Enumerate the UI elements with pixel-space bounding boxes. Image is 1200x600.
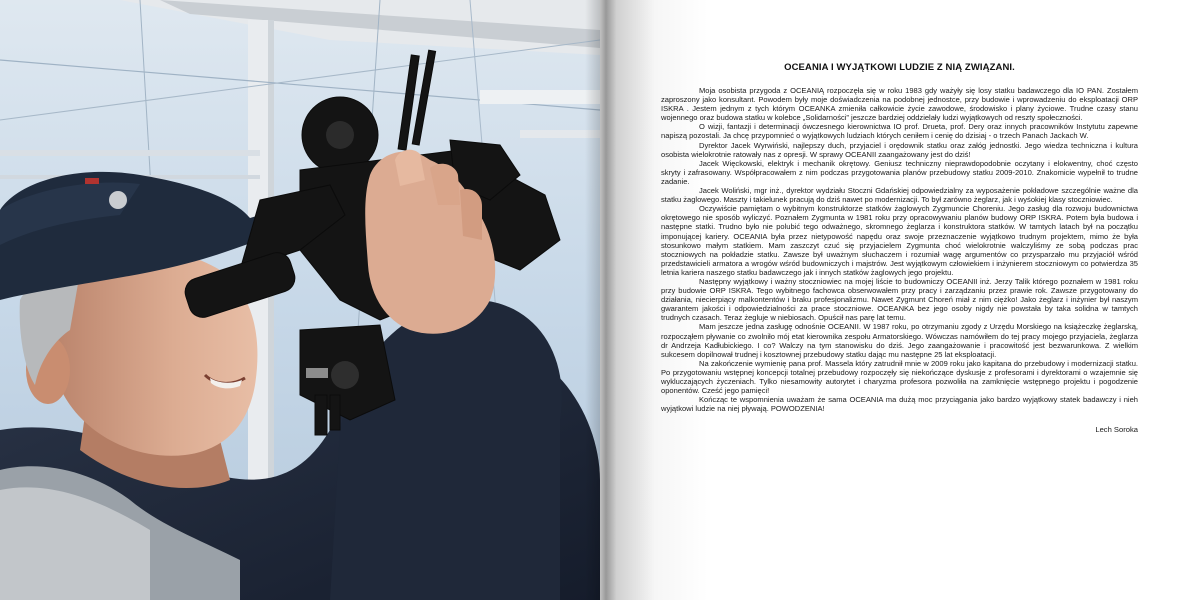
paragraph: Na zakończenie wymienię pana prof. Massela który zatrudnił mnie w 2009 roku jako kapitana do przebudowy i modernizacji statku. Po przygotowaniu wstępnej koncepcji totalnej przebudowy rozpoczęły się niekończące dyskusje z profesorami i dyrektorami o wzajemnie się wykluczających życzeniach. Tylko niesamowity autorytet i charyzma profesora pozwoliła na zamknięcie wstępnego projektu i pogodzenie oponentów. Cześć jego pamięci! (661, 358, 1138, 396)
paragraph: Oczywiście pamiętam o wybitnym konstruktorze statków żaglowych Zygmuncie Choreniu. Jego zasług dla rozwoju budownictwa okrętowego nie sposób wyliczyć. Poznałem Zygmunta w 1981 roku przy opracowywaniu planów budowy ORP ISKRA. Potem była budowa i następne statki. Trudno było nie polubić tego odważnego, skromnego żeglarza i konstruktora statków. W tamtych latach był na początku imponującej kariery. OCEANIA była przez nietypowość napędu oraz swoje przeznaczenie wyjątkowo trudnym projektem, mimo że była stosunkowo małym statkiem. Mam zaszczyt czuć się przyjacielem Zygmunta choć wielokrotnie walczyliśmy ze sobą podczas prac stoczniowych na pokładzie statku. Zawsze był uważnym słuchaczem i rozumiał wagę argumentów co przysparzało mu przyjaciół wśród przedstawicieli armatora a wrogów wśród budowniczych i majstrów. Jest wyjątkowym człowiekiem i inżynierem stoczniowym co potwierdza 35 letnia kariera naszego statku badawczego jak i innych statków żaglowych jego projektu. (661, 204, 1138, 277)
signature: Lech Soroka (1095, 425, 1138, 435)
paragraph: Kończąc te wspomnienia uważam że sama OCEANIA ma dużą moc przyciągania jako bardzo wyjątkowy statek badawczy i nieh wyjątkowi ludzie na niej pływają. POWODZENIA! (661, 395, 1138, 414)
paragraph: O wizji, fantazji i determinacji ówczesnego kierownictwa IO prof. Drueta, prof. Dery oraz innych pracowników Instytutu zapewne napiszą pozostali. Ja chcę przypomnieć o wyjątkowych ludziach których ceniłem i cenię do dzisiaj - o trzech Panach Jackach W. (661, 122, 1138, 141)
paragraph: Mam jeszcze jedna zasługę odnośnie OCEANII. W 1987 roku, po otrzymaniu zgody z Urzędu Morskiego na książeczkę żeglarską, rozpocząłem pływanie co zwolniło mój etat kierownika zespołu Armatorskiego. Wówczas namówiłem do tej pracy mojego przyjaciela, żeglarza dr Andrzeja Kadłubickiego. I co? Walczy na tym stanowisku do dziś. Jego zaangażowanie i pracowitość jest bezwarunkowa. Z wielkim sukcesem dopilnował trudnej i kosztownej przebudowy statku dając mu następne 25 lat eksploatacji. (661, 322, 1138, 359)
paragraph: Dyrektor Jacek Wyrwiński, najlepszy duch, przyjaciel i orędownik statku oraz załóg jednostki. Jego wiedza techniczna i kultura osobista wielokrotnie ratowały nas z opresji. W sprawy OCEANII zaangażowany jest do dziś! (661, 140, 1138, 159)
article-title: OCEANIA I WYJĄTKOWI LUDZIE Z NIĄ ZWIĄZANI. (784, 62, 1015, 73)
paragraph: Następny wyjątkowy i ważny stoczniowiec na mojej liście to budowniczy OCEANII inż. Jerzy Talik którego poznałem w 1981 roku przy budowie ORP ISKRA. Tego wybitnego fachowca obserwowałem przy pracy i zarządzaniu przez prawie rok. Zawsze przygotowany do działania, niecierpiący malkontentów i braku profesjonalizmu. Nawet Zygmunt Choreń miał z nim ciężko! Jako żeglarz i inżynier był naszym gwarantem jakości i odpowiedzialności za prace stoczniowe. OCEANKA bez jego osoby nigdy nie powstała by taka solidna w tamtych trudnych czasach. Teraz żegluje w niebiosach. Opuścił nas parę lat temu. (661, 276, 1138, 323)
paragraph: Jacek Woliński, mgr inż., dyrektor wydziału Stoczni Gdańskiej odpowiedzialny za wyposażenie pokładowe szczególnie ważne dla statku żaglowego. Maszty i takielunek pracują do dziś nawet po modernizacji. To był zarówno żeglarz, jak i wyśokiej klasy stoczniowiec. (661, 186, 1138, 205)
paragraph: Jacek Więckowski, elektryk i mechanik okrętowy. Geniusz techniczny nieprawdopodobnie oczytany i elokwentny, choć często skryty i zafrasowany. Współpracowałem z nim podczas przygotowania planów przebudowy statku 2009-2010. Znakomicie wypełnił to trudne zadanie. (661, 158, 1138, 186)
text-page (600, 0, 1200, 600)
article-body (661, 86, 1138, 413)
paragraph: Moja osobista przygoda z OCEANIĄ rozpoczęła się w roku 1983 gdy ważyły się losy statku badawczego dla IO PAN. Zostałem zaproszony jako konsultant. Powodem były moje doświadczenia na podobnej jednostce, przy budowie i wprowadzeniu do eksploatacji ORP ISKRA . Jestem jednym z tych którym OCEANKA zmieniła całkowicie życie zawodowe, środowisko i plany życiowe. Trudne czasy stanu wojennego oraz budowa statku w kolebce „Solidarności” jeszcze bardziej oddzielały ludzi wyjątkowych od reszty społeczności. (661, 86, 1138, 123)
